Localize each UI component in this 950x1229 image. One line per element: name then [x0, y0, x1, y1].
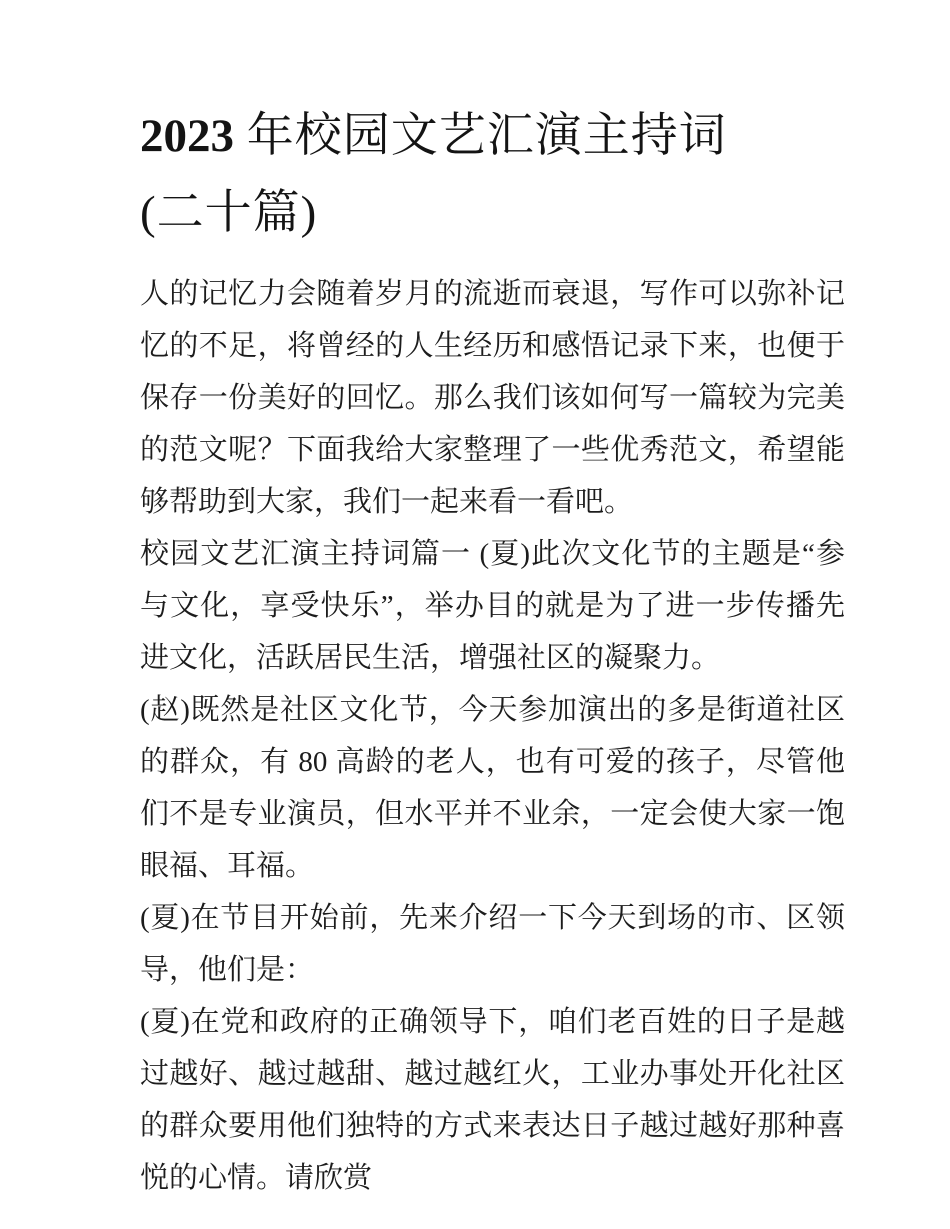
title-line1-text: 年校园文艺汇演主持词 [234, 110, 727, 162]
paragraph-section-one-opening: 校园文艺汇演主持词篇一 (夏)此次文化节的主题是“参与文化，享受快乐”，举办目的就是为了进一步传播先进文化，活跃居民生活，增强社区的凝聚力。 [140, 538, 845, 674]
paragraph-host-xia-closing: (夏)在党和政府的正确领导下，咱们老百姓的日子是越过越好、越过越甜、越过越红火，工业办事处开化社区的群众要用他们独特的方式来表达日子越过越好那种喜悦的心情。请欣赏 [140, 1006, 845, 1194]
paragraph-intro: 人的记忆力会随着岁月的流逝而衰退，写作可以弥补记忆的不足，将曾经的人生经历和感悟记录下来，也便于保存一份美好的回忆。那么我们该如何写一篇较为完美的范文呢？下面我给大家整理了一些优秀范文，希望能够帮助到大家，我们一起来看一看吧。 [140, 278, 845, 518]
paragraph-host-xia-leaders: (夏)在节目开始前，先来介绍一下今天到场的市、区领导，他们是： [140, 902, 845, 986]
title-line-2: (二十篇) [140, 187, 318, 239]
title-line-1 [140, 98, 845, 175]
document-body [140, 268, 845, 1204]
title-year-number: 2023 [140, 110, 234, 162]
page-title [140, 98, 845, 252]
paragraph-host-zhao: (赵)既然是社区文化节，今天参加演出的多是街道社区的群众，有 80 高龄的老人，也有可爱的孩子，尽管他们不是专业演员，但水平并不业余，一定会使大家一饱眼福、耳福。 [140, 694, 845, 882]
